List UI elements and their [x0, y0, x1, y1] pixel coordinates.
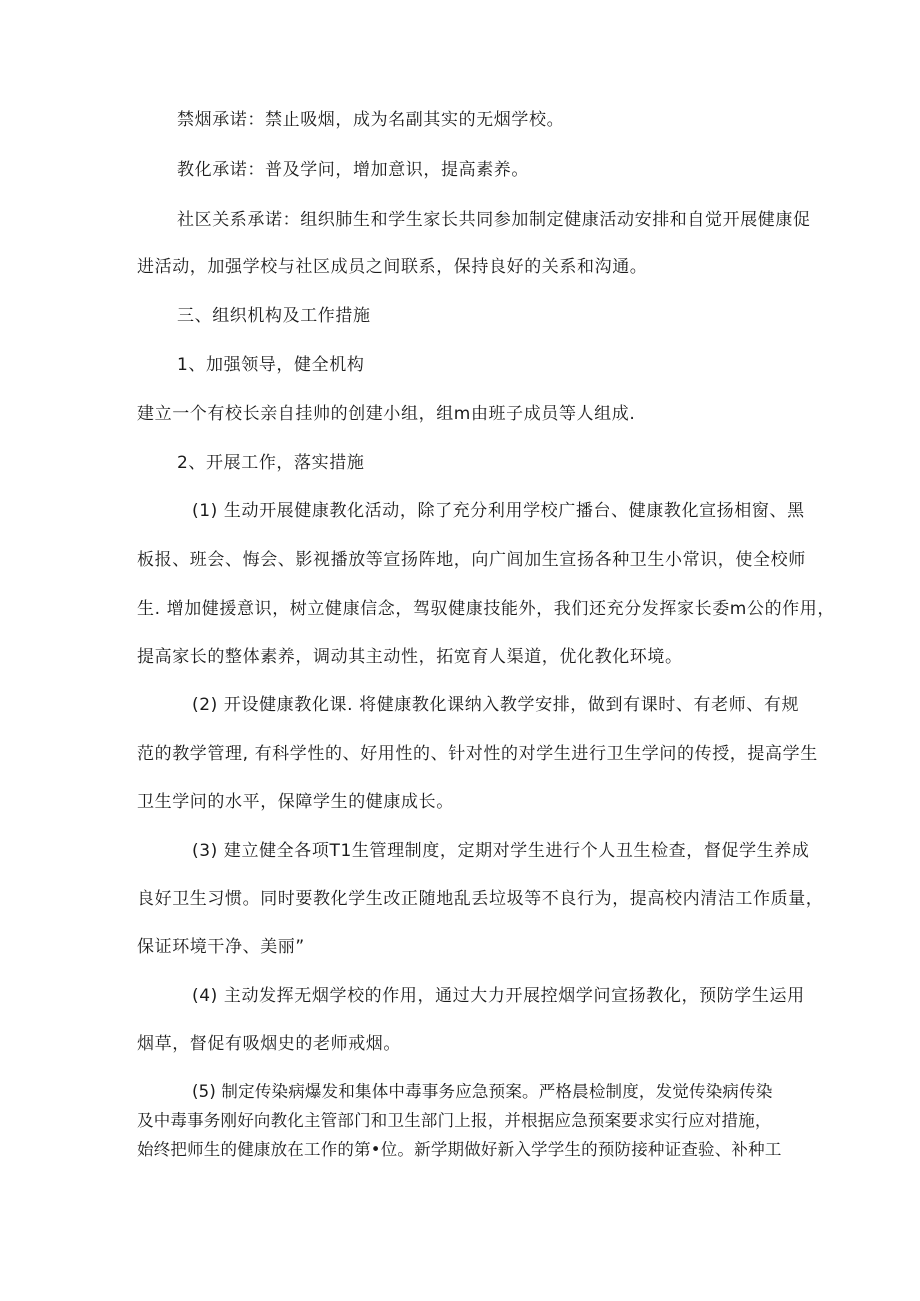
- item-5-line-2: 及中毒事务刚好向教化主管部门和卫生部门上报，并根据应急预案要求实行应对措施，: [137, 1111, 772, 1130]
- item-2-line-1: (2) 开设健康教化课. 将健康教化课纳入教学安排，做到有课时、有老师、有规: [192, 695, 800, 715]
- paragraph-community-line-2: 进活动，加强学校与社区成员之间联系，保持良好的关系和沟通。: [137, 257, 648, 277]
- item-1-line-4: 提高家长的整体素养，调动其主动性，拓宽育人渠道，优化教化环境。: [137, 647, 683, 667]
- item-1-line-1: (1) 生动开展健康教化活动，除了充分利用学校广播台、健康教化宣扬相窗、黑: [192, 501, 805, 521]
- item-2-line-3: 卫生学问的水平，保障学生的健康成长。: [137, 792, 454, 812]
- item-1-line-3: 生. 增加健援意识，树立健康信念，驾驭健康技能外，我们还充分发挥家长委m公的作用，: [137, 599, 835, 619]
- item-3-line-1: (3) 建立健全各项T1生管理制度，定期对学生进行个人丑生检查，督促学生养成: [192, 841, 810, 861]
- paragraph-education-line-1: 教化承诺：普及学问，增加意识，提高素养。: [177, 160, 529, 180]
- item-4-line-2: 烟草，督促有吸烟史的老师戒烟。: [137, 1034, 401, 1054]
- subheading-1: 1、加强领导，健全机构: [177, 355, 365, 375]
- item-1-line-2: 板报、班会、悔会、影视播放等宣扬阵地，向广闾加生宣扬各种卫生小常识，使全校师: [137, 550, 806, 570]
- subheading-2: 2、开展工作，落实措施: [177, 453, 365, 473]
- item-4-line-1: (4) 主动发挥无烟学校的作用，通过大力开展控烟学问宣扬教化，预防学生运用: [192, 986, 805, 1006]
- item-5-line-1: (5) 制定传染病爆发和集体中毒事务应急预案。严格晨检制度，发觉传染病传染: [192, 1082, 773, 1101]
- item-2-line-2: 范的教学管理, 有科学性的、好用性的、针对性的对学生进行卫生学问的传授，提高学生: [137, 744, 818, 764]
- paragraph-group-line-1: 建立一个有校长亲自挂帅的创建小组，组m由班子成员等人组成.: [137, 404, 636, 424]
- paragraph-community-line-1: 社区关系承诺：组织肺生和学生家长共同参加制定健康活动安排和自觉开展健康促: [177, 210, 811, 230]
- section-heading-3: 三、组织机构及工作措施: [177, 306, 371, 326]
- item-3-line-2: 良好卫生习惯。同时要教化学生改正随地乱丢垃圾等不良行为，提高校内清洁工作质量，: [137, 889, 824, 909]
- item-5-line-3: 始终把师生的健康放在工作的第•位。新学期做好新入学学生的预防接种证查验、补种工: [137, 1140, 782, 1159]
- paragraph-no-smoking-line-1: 禁烟承诺：禁止吸烟，成为名副其实的无烟学校。: [177, 110, 565, 130]
- item-3-line-3: 保证环境干净、美丽”: [137, 937, 305, 957]
